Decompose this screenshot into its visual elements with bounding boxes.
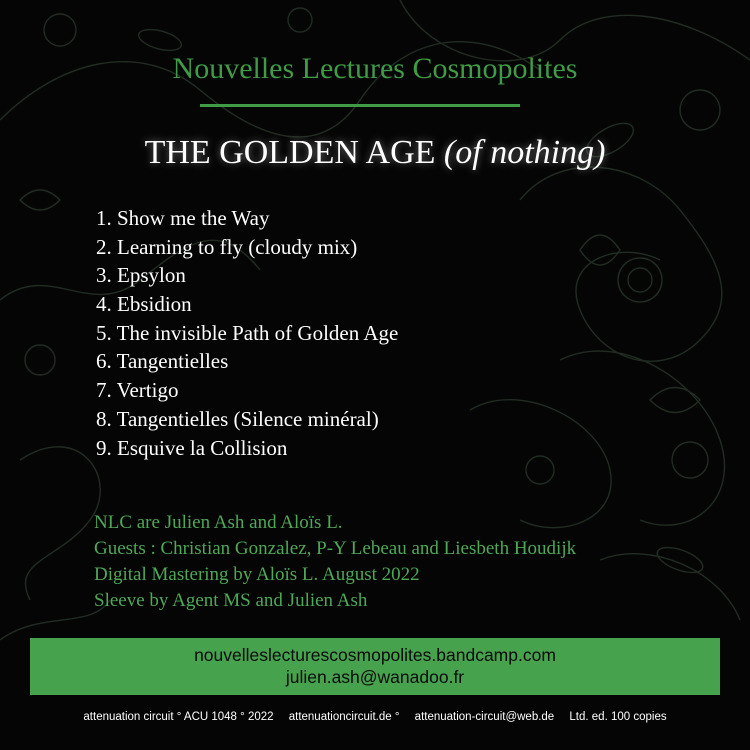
credit-line: NLC are Julien Ash and Aloïs L.: [94, 512, 343, 533]
footer-edition: Ltd. ed. 100 copies: [569, 711, 667, 723]
contact-box: [30, 638, 720, 695]
credit-line: Digital Mastering by Aloïs L. August 2022: [94, 564, 420, 585]
bandcamp-link[interactable]: nouvelleslecturescosmopolites.bandcamp.com: [194, 645, 556, 665]
album-title-sub: (of nothing): [443, 134, 606, 171]
footer: [0, 711, 750, 723]
album-title-main: THE GOLDEN AGE: [144, 134, 436, 171]
footer-email[interactable]: attenuation-circuit@web.de: [414, 711, 555, 723]
track-item: 4. Ebsidion: [96, 292, 192, 317]
track-item: 7. Vertigo: [96, 378, 179, 403]
track-item: 2. Learning to fly (cloudy mix): [96, 234, 358, 259]
title-divider: [200, 104, 520, 107]
email-link[interactable]: julien.ash@wanadoo.fr: [285, 667, 465, 687]
track-item: 6. Tangentielles: [96, 349, 229, 374]
credit-line: Sleeve by Agent MS and Julien Ash: [94, 590, 368, 611]
band-name: Nouvelles Lectures Cosmopolites: [172, 52, 578, 85]
track-item: 9. Esquive la Collision: [96, 435, 288, 460]
track-item: 5. The invisible Path of Golden Age: [96, 320, 399, 345]
footer-site[interactable]: attenuationcircuit.de °: [288, 711, 400, 723]
footer-label: attenuation circuit ° ACU 1048 ° 2022: [83, 711, 274, 723]
tracklist: [96, 204, 398, 462]
album-title: [0, 134, 750, 172]
track-item: 8. Tangentielles (Silence minéral): [96, 406, 379, 431]
track-item: 1. Show me the Way: [96, 206, 270, 230]
credits: [94, 510, 576, 614]
credit-line: Guests : Christian Gonzalez, P-Y Lebeau and Liesbeth Houdijk: [94, 538, 577, 559]
track-item: 3. Epsylon: [96, 263, 186, 288]
